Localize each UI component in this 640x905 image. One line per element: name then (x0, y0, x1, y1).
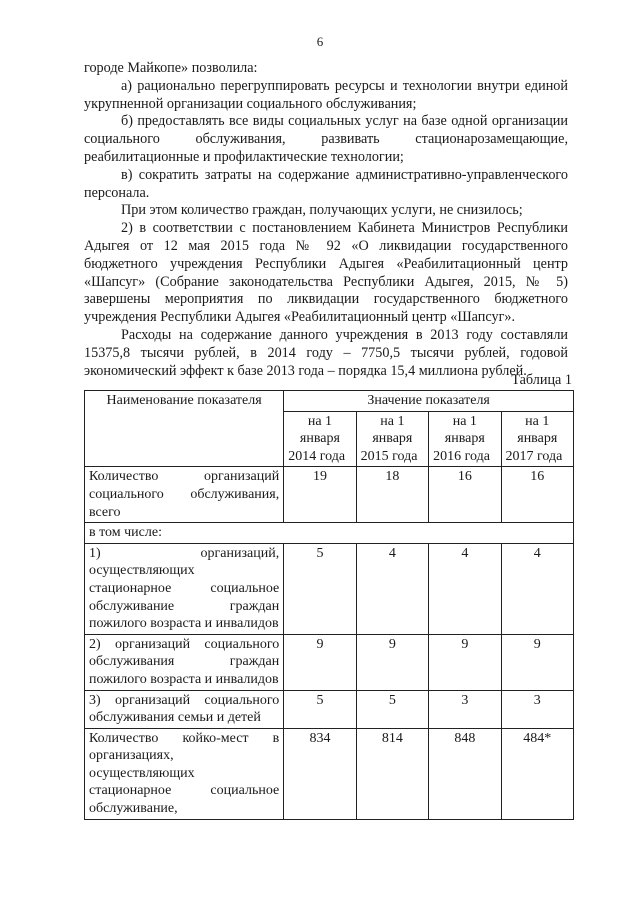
paragraph: в) сократить затраты на содержание административно-управленческого персонала. (84, 166, 568, 201)
row-subheading: в том числе: (85, 523, 574, 544)
table-row (85, 634, 574, 690)
table-row (85, 523, 574, 544)
table-row (85, 728, 574, 819)
table-caption: Таблица 1 (511, 372, 572, 388)
indicators-table (84, 390, 574, 820)
row-value: 3 (429, 690, 501, 728)
row-value: 848 (429, 728, 501, 819)
paragraph: При этом количество граждан, получающих услуги, не снизилось; (121, 202, 523, 219)
row-value: 18 (356, 467, 428, 523)
row-value: 16 (501, 467, 573, 523)
row-value: 5 (356, 690, 428, 728)
table-row (85, 543, 574, 634)
row-value: 9 (501, 634, 573, 690)
row-value: 484* (501, 728, 573, 819)
paragraph: городе Майкопе» позволила: (84, 60, 258, 76)
row-value: 5 (284, 543, 356, 634)
paragraph: Расходы на содержание данного учреждения в 2013 году составляли 15375,8 тысячи рублей, в 2014 году – 7750,5 тысячи рублей, годовой экономический эффект к базе 2013 года – порядка 15,4 миллиона рублей. (84, 326, 568, 379)
row-value: 4 (501, 543, 573, 634)
row-value: 16 (429, 467, 501, 523)
body-text (84, 60, 568, 380)
table-row (85, 467, 574, 523)
row-value: 9 (356, 634, 428, 690)
row-value: 19 (284, 467, 356, 523)
row-value: 5 (284, 690, 356, 728)
header-indicator-name: Наименование показателя (85, 391, 284, 467)
header-year-2017: на 1 января 2017 года (501, 411, 573, 467)
page-number: 6 (316, 34, 324, 49)
row-name: 2) организаций социального обслуживания граждан пожилого возраста и инвалидов (85, 634, 284, 690)
row-value: 3 (501, 690, 573, 728)
table-header-row (85, 391, 574, 412)
header-year-2016: на 1 января 2016 года (429, 411, 501, 467)
row-value: 814 (356, 728, 428, 819)
paragraph: 2) в соответствии с постановлением Кабинета Министров Республики Адыгея от 12 мая 2015 года № 92 «О ликвидации государственного бюджетного учреждения Республики Адыгея «Реабилитационный центр «Шапсуг» (Собрание законодательства Республики Адыгея, 2015, № 5) завершены мероприятия по ликвидации государственного бюджетного учреждения Республики Адыгея «Реабилитационный центр «Шапсуг». (84, 220, 568, 326)
header-year-2015: на 1 января 2015 года (356, 411, 428, 467)
row-value: 4 (356, 543, 428, 634)
row-value: 834 (284, 728, 356, 819)
row-value: 9 (429, 634, 501, 690)
row-name: Количество организаций социального обслуживания, всего (85, 467, 284, 523)
table-row (85, 690, 574, 728)
row-name: 1) организаций, осуществляющих стационарное социальное обслуживание граждан пожилого возраста и инвалидов (85, 543, 284, 634)
row-name: 3) организаций социального обслуживания семьи и детей (85, 690, 284, 728)
row-value: 9 (284, 634, 356, 690)
paragraph: а) рационально перегруппировать ресурсы и технологии внутри единой укрупненной организации социального обслуживания; (84, 77, 568, 112)
header-indicator-value: Значение показателя (284, 391, 574, 412)
header-year-2014: на 1 января 2014 года (284, 411, 356, 467)
row-name: Количество койко-мест в организациях, осуществляющих стационарное социальное обслуживание, (85, 728, 284, 819)
paragraph: б) предоставлять все виды социальных услуг на базе одной организации социального обслуживания, развивать стационарозамещающие, реабилитационные и профилактические технологии; (84, 113, 568, 165)
row-value: 4 (429, 543, 501, 634)
